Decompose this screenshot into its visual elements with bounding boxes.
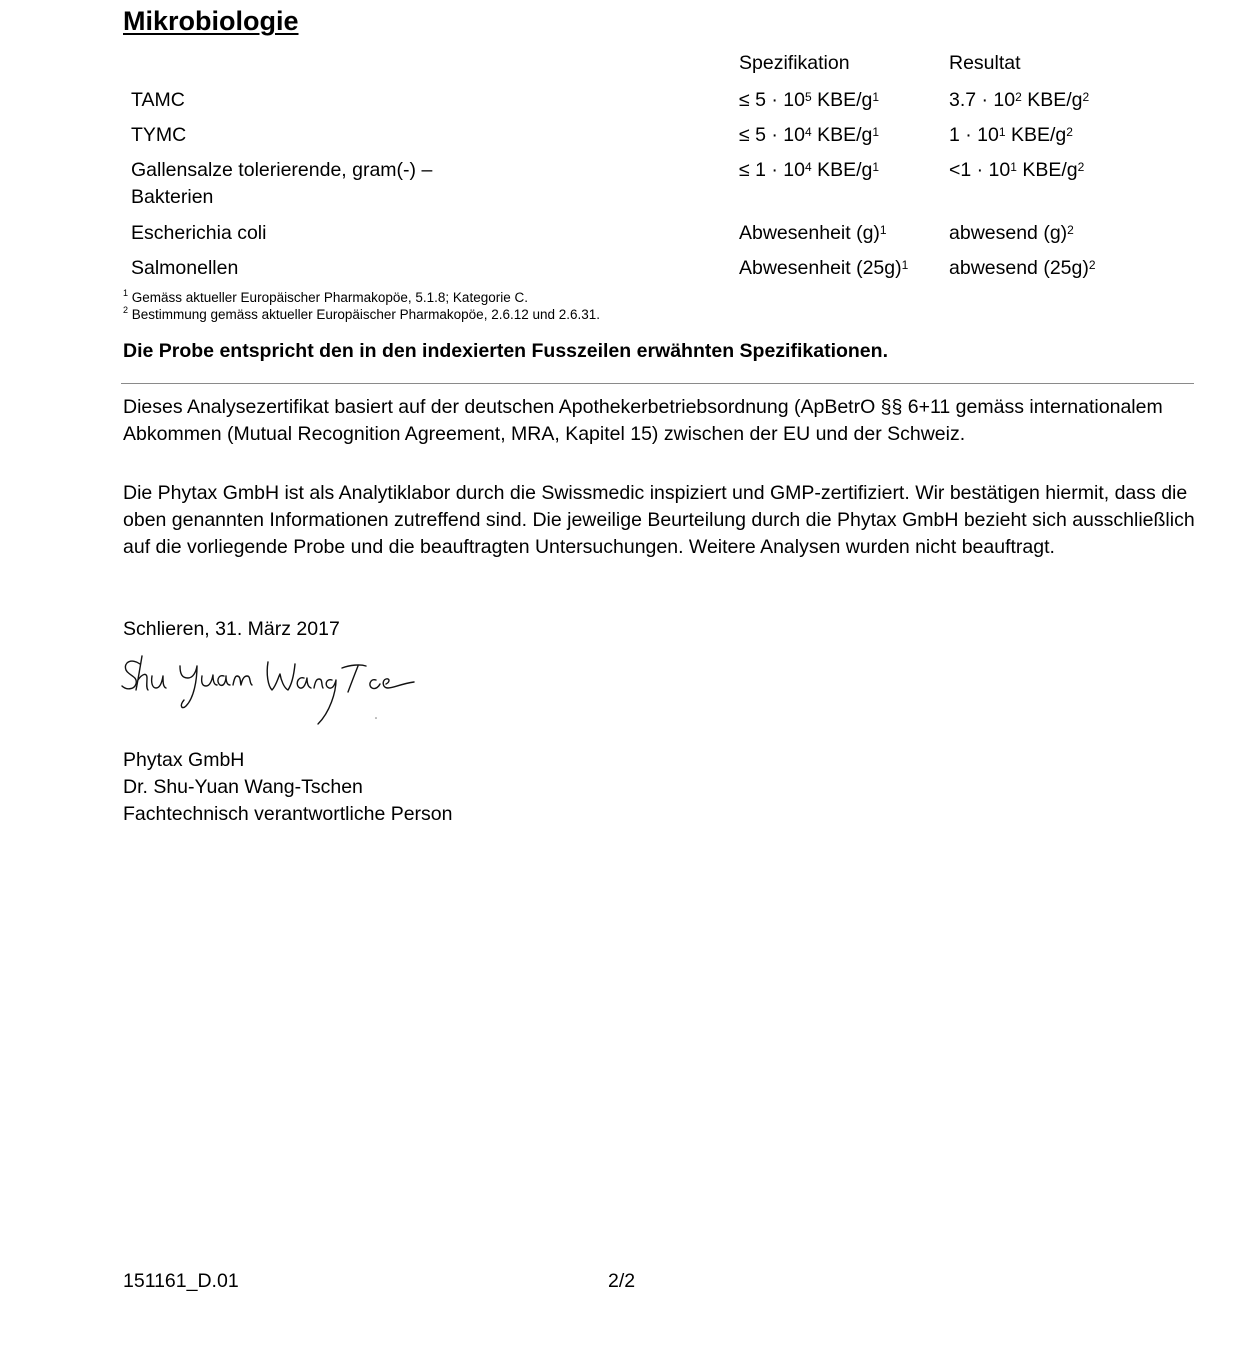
- footer-page-number: 2/2: [608, 1270, 636, 1292]
- row-result-salmonellen: abwesend $(25g)^2$: [949, 257, 1096, 279]
- row-spec-tamc: ≤ $5 \cdot 10^5$ KBE/$g^1$: [739, 89, 880, 111]
- row-result-ecoli: abwesend $(g)^2$: [949, 222, 1074, 244]
- row-label-gallensalze: Gallensalze tolerierende, gram(-) – Bakterien: [131, 159, 433, 208]
- place-date: Schlieren, 31. März 2017: [123, 618, 340, 640]
- row-label-tymc: TYMC: [131, 124, 187, 146]
- column-header-result: Resultat: [949, 52, 1021, 74]
- signatory-company: Phytax GmbH: [123, 749, 245, 771]
- row-result-tymc: $1 \cdot 10^1$ KBE/$g^2$: [949, 124, 1073, 146]
- section-title: Mikrobiologie: [123, 6, 299, 36]
- paragraph-gmp-statement: Die Phytax GmbH ist als Analytiklabor durch die Swissmedic inspiziert und GMP-zertifiziert. Wir bestätigen hiermit, dass die oben genannten Informationen zutreffend sind. Die jeweilige Beurteilung durch die Phytax GmbH bezieht sich ausschließlich auf die vorliegende Probe und die beauftragten Untersuchungen. Weitere Analysen wurden nicht beauftragt.: [123, 482, 1195, 558]
- row-spec-ecoli: Abwesenheit $(g)^1$: [739, 222, 887, 244]
- row-result-tamc: $3.7 \cdot 10^2$ KBE/$g^2$: [949, 89, 1090, 111]
- footnote-2: $^2$ Bestimmung gemäss aktueller Europäischer Pharmakopöe, 2.6.12 und 2.6.31.: [123, 305, 601, 322]
- row-result-gallensalze: $<1 \cdot 10^1$ KBE/$g^2$: [949, 159, 1085, 181]
- signatory-name: Dr. Shu-Yuan Wang-Tschen: [123, 776, 363, 798]
- row-spec-gallensalze: ≤ $1 \cdot 10^4$ KBE/$g^1$: [739, 159, 880, 181]
- column-header-spec: Spezifikation: [739, 52, 850, 74]
- footer-document-id: 151161_D.01: [123, 1270, 239, 1292]
- row-label-tamc: TAMC: [131, 89, 185, 111]
- conclusion-statement: Die Probe entspricht den in den indexierten Fusszeilen erwähnten Spezifikationen.: [123, 340, 888, 362]
- row-label-salmonellen: Salmonellen: [131, 257, 239, 279]
- footnote-1: $^1$ Gemäss aktueller Europäischer Pharmakopöe, 5.1.8; Kategorie C.: [123, 288, 528, 305]
- paragraph-certificate-basis: Dieses Analysezertifikat basiert auf der deutschen Apothekerbetriebsordnung (ApBetrO §§ 6+11 gemäss internationalem Abkommen (Mutual Recognition Agreement, MRA, Kapitel 15) zwischen der EU und der Schweiz.: [123, 396, 1163, 445]
- row-label-ecoli: Escherichia coli: [131, 222, 267, 244]
- handwritten-signature: [118, 648, 418, 733]
- row-spec-salmonellen: Abwesenheit $(25g)^1$: [739, 257, 909, 279]
- signatory-role: Fachtechnisch verantwortliche Person: [123, 803, 453, 825]
- horizontal-divider: [121, 383, 1194, 384]
- row-spec-tymc: ≤ $5 \cdot 10^4$ KBE/$g^1$: [739, 124, 880, 146]
